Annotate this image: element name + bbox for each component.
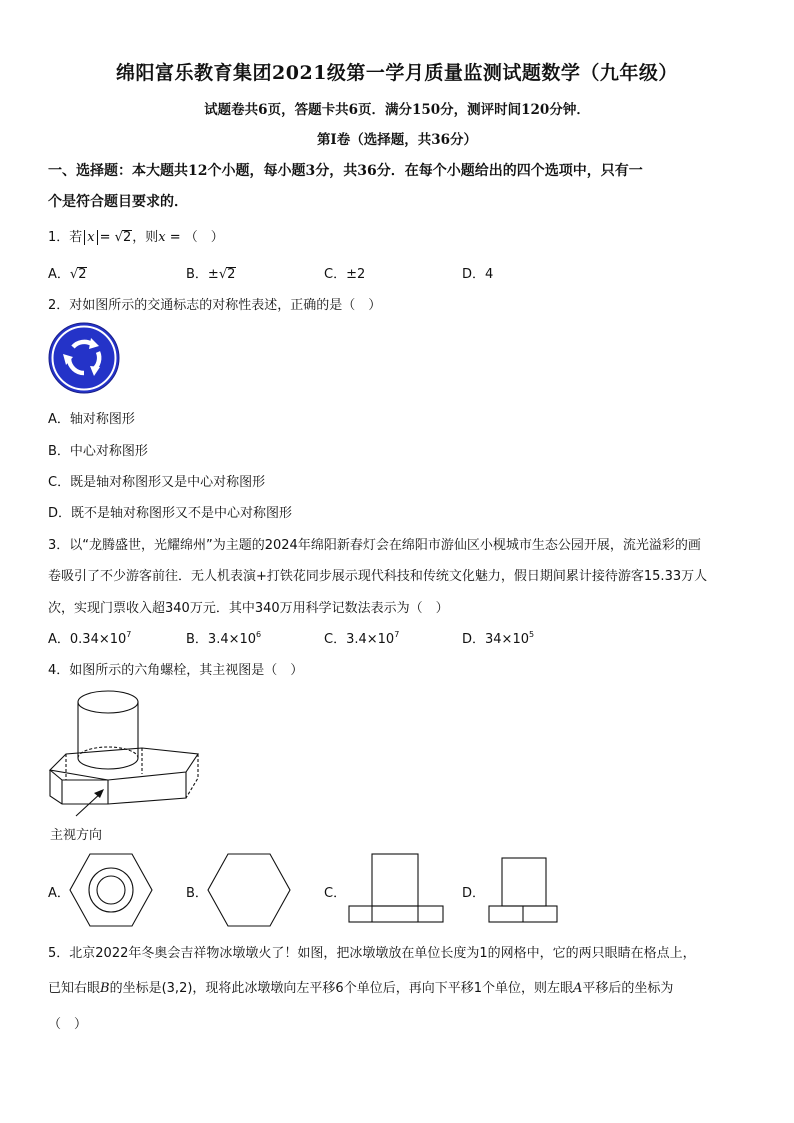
q3-option-c-base: 3.4×10 — [346, 632, 395, 647]
q5-point-a: A — [572, 981, 583, 996]
q4-option-a-letter[interactable]: A． — [48, 886, 70, 901]
q1-option-c-text: ±2 — [346, 267, 366, 282]
q3-option-d-exp: 5 — [529, 630, 535, 639]
q1-eq: = — [99, 230, 111, 245]
question-4-stem: 4．如图所示的六角螺栓，其主视图是（ ） — [48, 663, 304, 678]
q4-option-b-letter[interactable]: B． — [186, 886, 208, 901]
q5-coordinate: (3,2) — [161, 981, 193, 996]
q4-option-a-figure[interactable] — [68, 852, 154, 928]
q1-var: x — [158, 230, 166, 245]
q3-option-a-base: 0.34×10 — [69, 632, 127, 647]
section-heading: 第Ⅰ卷（选择题，共36分） — [316, 132, 478, 148]
q3-option-c-letter: C． — [324, 632, 347, 647]
q5-line2-a: 已知右眼 — [48, 981, 101, 996]
q5-point-b: B — [100, 981, 110, 996]
q3-option-d[interactable] — [462, 628, 534, 647]
q5-line2-d: 平移后的坐标为 — [582, 981, 674, 996]
question-3-line-2: 卷吸引了不少游客前往．无人机表演+打铁花同步展示现代科技和传统文化魅力，假日期间累计接待游客15.33万人 — [48, 569, 708, 584]
question-3-line-3: 次，实现门票收入超340万元．其中340万用科学记数法表示为（ ） — [48, 601, 449, 616]
q1-tail: = （ ） — [165, 230, 224, 245]
q3-option-c-exp: 7 — [394, 630, 400, 639]
q1-option-d[interactable] — [462, 263, 493, 282]
q5-line2-c: ，现将此冰墩墩向左平移6个单位后，再向下平移1个单位，则左眼 — [192, 981, 573, 996]
q1-abs-var: x — [87, 230, 95, 245]
q1-radicand: 2 — [122, 230, 132, 245]
q1-suffix: ，则 — [132, 230, 159, 245]
view-direction-label: 主视方向 — [50, 828, 103, 843]
q1-option-a-letter: A． — [48, 267, 70, 282]
instructions-line-2: 个是符合题目要求的． — [48, 194, 188, 210]
q3-option-a-letter: A． — [48, 632, 70, 647]
question-5-line-1: 5．北京2022年冬奥会吉祥物冰墩墩火了！如图，把冰墩墩放在单位长度为1的网格中，它的两只眼睛在格点上， — [48, 946, 696, 961]
q3-option-d-base: 34×10 — [485, 632, 529, 647]
instructions-line-1: 一、选择题：本大题共12个小题，每小题3分，共36分．在每个小题给出的四个选项中，只有一 — [48, 163, 643, 179]
q2-option-b[interactable]: B．中心对称图形 — [48, 444, 148, 459]
question-5-line-3: （ ） — [48, 1017, 88, 1032]
q3-option-a-exp: 7 — [126, 630, 132, 639]
q1-option-b[interactable]: B．±√2 — [186, 267, 236, 282]
roundabout-sign-icon — [46, 322, 124, 394]
q3-option-b-exp: 6 — [256, 630, 262, 639]
q4-option-d-letter[interactable]: D． — [462, 886, 486, 901]
q2-option-d[interactable]: D．既不是轴对称图形又不是中心对称图形 — [48, 506, 293, 521]
q1-abs-value — [84, 230, 97, 245]
q3-option-b[interactable] — [186, 628, 261, 647]
q1-option-b-radicand: 2 — [227, 267, 236, 282]
q3-option-a[interactable] — [48, 628, 131, 647]
q1-option-b-sign: ± — [207, 267, 219, 282]
q3-option-b-letter: B． — [186, 632, 208, 647]
question-1-stem: 1．若 x = √2，则x = （ ） — [48, 230, 224, 245]
exam-title: 绵阳富乐教育集团2021级第一学月质量监测试题数学（九年级） — [116, 62, 678, 84]
question-2-stem: 2．对如图所示的交通标志的对称性表述，正确的是（ ） — [48, 298, 382, 313]
q1-option-d-text: 4 — [485, 267, 494, 282]
q4-option-b-figure[interactable] — [206, 852, 292, 928]
q3-option-d-letter: D． — [462, 632, 486, 647]
q1-prefix: 1．若 — [48, 230, 83, 245]
q4-option-c-letter[interactable]: C． — [324, 886, 347, 901]
q2-option-a[interactable]: A．轴对称图形 — [48, 412, 135, 427]
q1-option-b-letter: B． — [186, 267, 208, 282]
q3-option-b-base: 3.4×10 — [207, 632, 257, 647]
q1-option-a[interactable]: A．√2 — [48, 267, 87, 282]
question-5-line-2 — [48, 977, 673, 996]
hex-bolt-figure — [46, 688, 206, 823]
exam-subtitle: 试题卷共6页，答题卡共6页．满分150分，测评时间120分钟． — [204, 102, 590, 118]
q1-option-d-letter: D． — [462, 267, 486, 282]
q1-option-c[interactable] — [324, 263, 365, 282]
q4-option-c-figure[interactable] — [348, 852, 444, 924]
q1-option-a-radicand: 2 — [78, 267, 87, 282]
q4-option-d-figure[interactable] — [488, 856, 560, 924]
question-3-line-1: 3．以“龙腾盛世，光耀绵州”为主题的2024年绵阳新春灯会在绵阳市游仙区小枧城市生态公园开展，流光溢彩的画 — [48, 538, 701, 553]
q5-line2-b: 的坐标是 — [109, 981, 162, 996]
q1-option-c-letter: C． — [324, 267, 347, 282]
q2-option-c[interactable]: C．既是轴对称图形又是中心对称图形 — [48, 475, 266, 490]
q3-option-c[interactable] — [324, 628, 399, 647]
